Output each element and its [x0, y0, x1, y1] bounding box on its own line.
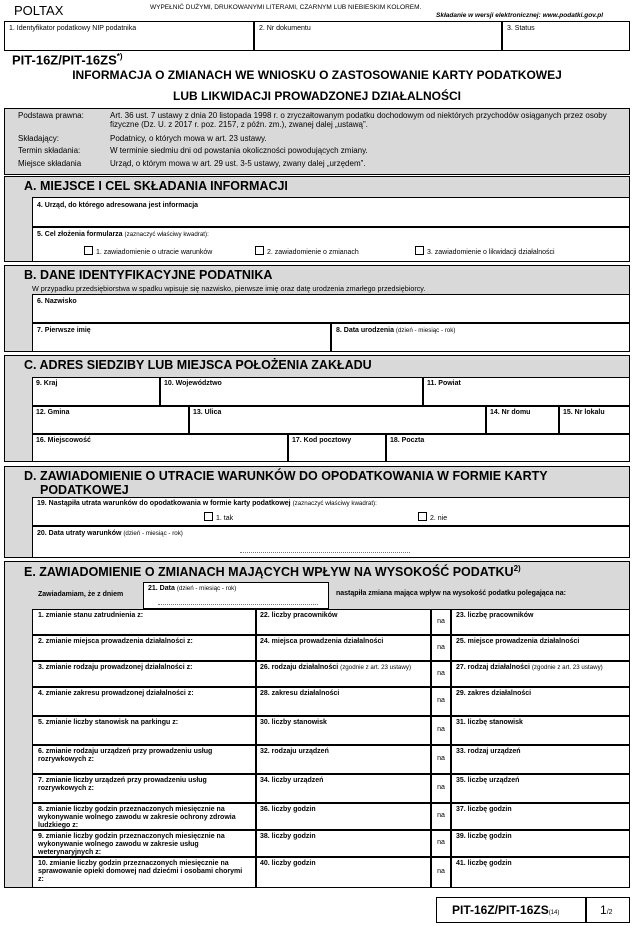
change-row-to-label-text: 41. liczbę godzin: [456, 860, 512, 867]
electronic-filing-note: Składanie w wersji elektronicznej: www.podatki.gov.pl: [436, 12, 603, 19]
post-office-label-text: 18. Poczta: [390, 437, 425, 444]
section-b-note: W przypadku przedsiębiorstwa w spadku wpisuje się nazwisko, pierwsze imię oraz datę urodzenia zmarłego przedsiębiorcy.: [32, 284, 426, 293]
change-row-from-label-text: 36. liczby godzin: [260, 806, 316, 813]
nastapila-text: nastąpiła zmiana mająca wpływ na wysokość podatku polegająca na:: [336, 590, 566, 597]
street-label: [193, 409, 221, 417]
county-label-text: 11. Powiat: [427, 380, 461, 387]
change-row-na-text: na: [437, 644, 445, 651]
change-row-to-hint: (zgodnie z art. 23 ustawy): [531, 664, 603, 671]
change-row-desc-label: 5. zmianie liczby stanowisk na parkingu z:: [38, 719, 179, 726]
section-b-title: B. DANE IDENTYFIKACYJNE PODATNIKA: [24, 268, 273, 282]
purpose-label-text: 5. Cel złożenia formularza: [37, 231, 123, 238]
section-e-title-sup: 2): [513, 564, 521, 573]
change-row-to-label: [456, 690, 531, 698]
section-d-title-line2: PODATKOWEJ: [40, 483, 129, 497]
birth-date-hint: (dzień - miesiąc - rok): [395, 327, 456, 334]
county-label: [427, 380, 461, 388]
footer-page: [600, 903, 613, 917]
change-row-na-text: na: [437, 784, 445, 791]
brand-logo: POLTAX: [14, 3, 64, 18]
change-row-from-label: [260, 748, 329, 756]
form-title-line1: INFORMACJA O ZMIANACH WE WNIOSKU O ZASTOSOWANIE KARTY PODATKOWEJ: [72, 68, 562, 82]
change-row-to-label: [456, 664, 603, 672]
loss-of-conditions-hint: (zaznaczyć właściwy kwadrat):: [292, 500, 377, 507]
change-row-desc-label: 4. zmianie zakresu prowadzonej działalności z:: [38, 690, 194, 697]
section-c-title: C. ADRES SIEDZIBY LUB MIEJSCA POŁOŻENIA ZAKŁADU: [24, 358, 372, 372]
change-row-desc-text: [38, 719, 248, 727]
change-row-to-label-text: 29. zakres działalności: [456, 690, 532, 697]
change-row-na-text: na: [437, 670, 445, 677]
change-row-desc-label: 1. zmianie stanu zatrudnienia z:: [38, 612, 144, 619]
house-number-label: [490, 409, 530, 417]
change-row-desc-label: 8. zmianie liczby godzin przeznaczonych miesięcznie na wykonywanie wolnego zawodu w zakresie ochrony zdrowia ludzkiego z:: [38, 806, 236, 829]
change-row-desc-text: [38, 638, 248, 646]
change-row-from-hint: (zgodnie z art. 23 ustawy): [340, 664, 412, 671]
change-row-to-label: [456, 777, 519, 785]
commune-label-text: 12. Gmina: [36, 409, 70, 416]
change-row-na: [431, 755, 451, 762]
change-row-desc-text: [38, 612, 248, 620]
purpose-option-2[interactable]: [255, 246, 359, 256]
loss-option-yes[interactable]: [204, 512, 233, 522]
purpose-option-2-label: 2. zawiadomienie o zmianach: [267, 249, 359, 256]
change-row-from-label: [260, 777, 323, 785]
change-row-na-text: na: [437, 726, 445, 733]
change-row-to-label-text: 33. rodzaj urządzeń: [456, 748, 521, 755]
footer-page-total: /2: [606, 909, 613, 916]
first-name-label: [37, 327, 91, 335]
checkbox-icon[interactable]: [84, 246, 93, 255]
section-d-title-line1: D. ZAWIADOMIENIE O UTRACIE WARUNKÓW DO OPODATKOWANIA W FORMIE KARTY: [24, 469, 548, 483]
loss-date-label: [37, 530, 183, 538]
podstawa-text: Art. 36 ust. 7 ustawy z dnia 20 listopada 1998 r. o zryczałtowanym podatku dochodowym od niektórych przychodów osiąganych przez osoby fizyczne (Dz. U. z 2017 r. poz. 2157, z późn. zm.), zwanej dalej „ustawą”.: [110, 111, 607, 129]
change-date-label: [148, 585, 236, 593]
change-row-na-text: na: [437, 755, 445, 762]
flat-number-label: [563, 409, 605, 417]
change-row-to-label-text: 39. liczbę godzin: [456, 833, 512, 840]
change-row-desc-label: 9. zmianie liczby godzin przeznaczonych miesięcznie na wykonywanie wolnego zawodu w zakresie usług weterynaryjnych z:: [38, 833, 225, 856]
form-code: [12, 52, 123, 67]
change-row-from-label: [260, 806, 316, 814]
change-row-na: [431, 670, 451, 677]
change-row-from-label: [260, 664, 411, 672]
locality-label: [36, 437, 91, 445]
street-field[interactable]: [189, 406, 486, 434]
loss-date-label-text: 20. Data utraty warunków: [37, 530, 122, 537]
fill-instructions: WYPEŁNIĆ DUŻYMI, DRUKOWANYMI LITERAMI, CZARNYM LUB NIEBIESKIM KOLOREM.: [150, 4, 422, 11]
change-row-from-label: [260, 833, 316, 841]
change-row-desc-text: [38, 748, 248, 764]
change-row-na-text: na: [437, 868, 445, 875]
zawiadamiam-label: [38, 591, 123, 599]
change-row-from-label-text: 34. liczby urządzeń: [260, 777, 324, 784]
office-label-text: 4. Urząd, do którego adresowana jest informacja: [37, 202, 199, 209]
form-code-sup: *): [116, 52, 123, 61]
change-row-na: [431, 726, 451, 733]
skladajacy-text: Podatnicy, o których mowa w art. 23 ustawy.: [110, 134, 267, 143]
miejsce-label: Miejsce składania: [18, 159, 82, 168]
change-row-to-label-text: 25. miejsce prowadzenia działalności: [456, 638, 580, 645]
surname-field[interactable]: [32, 294, 630, 323]
change-row-from-label: [260, 719, 327, 727]
change-row-desc-text: [38, 690, 248, 698]
loss-option-yes-label: 1. tak: [216, 515, 234, 522]
purpose-hint: (zaznaczyć właściwy kwadrat):: [124, 231, 209, 238]
change-row-to-label: [456, 719, 523, 727]
purpose-option-1-label: 1. zawiadomienie o utracie warunków: [96, 249, 213, 256]
change-row-na: [431, 868, 451, 875]
purpose-label: [37, 231, 209, 239]
change-row-na: [431, 644, 451, 651]
change-row-na: [431, 812, 451, 819]
change-date-label-text: 21. Data: [148, 585, 175, 592]
change-row-na: [431, 839, 451, 846]
postal-code-label: [292, 437, 351, 445]
form-code-text: PIT-16Z/PIT-16ZS: [12, 52, 117, 68]
termin-label: Termin składania:: [18, 146, 81, 155]
surname-label-text: 6. Nazwisko: [37, 298, 77, 305]
change-row-desc-text: [38, 664, 248, 672]
change-row-na-text: na: [437, 812, 445, 819]
change-row-to-label: [456, 806, 512, 814]
skladajacy-label: Składający:: [18, 134, 59, 143]
footer-version: (14): [548, 910, 560, 916]
change-row-from-label: [260, 690, 339, 698]
miejsce-text: Urząd, o którym mowa w art. 29 ust. 3-5 ustawy, zwany dalej „urzędem”.: [110, 159, 366, 168]
change-date-hint: (dzień - miesiąc - rok): [176, 585, 237, 592]
purpose-option-3[interactable]: [415, 246, 555, 256]
change-row-na-text: na: [437, 839, 445, 846]
change-row-from-label: [260, 860, 316, 868]
flat-number-label-text: 15. Nr lokalu: [563, 409, 605, 416]
change-row-desc-label: 3. zmianie rodzaju prowadzonej działalności z:: [38, 664, 193, 671]
termin-text: W terminie siedmiu dni od powstania okoliczności powodujących zmiany.: [110, 146, 368, 155]
change-row-to-label: [456, 638, 579, 646]
change-row-from-label: [260, 638, 383, 646]
change-row-to-label-text: 31. liczbę stanowisk: [456, 719, 523, 726]
locality-label-text: 16. Miejscowość: [36, 437, 91, 444]
section-a-title: A. MIEJSCE I CEL SKŁADANIA INFORMACJI: [24, 179, 288, 193]
checkbox-icon[interactable]: [204, 512, 213, 521]
change-row-from-label: [260, 612, 337, 620]
house-number-label-text: 14. Nr domu: [490, 409, 531, 416]
loss-option-no-label: 2. nie: [430, 515, 448, 522]
change-row-desc-text: [38, 860, 248, 884]
change-row-from-label-text: 24. miejsca prowadzenia działalności: [260, 638, 384, 645]
surname-label: [37, 298, 77, 306]
podstawa-label: Podstawa prawna:: [18, 111, 84, 120]
footer-form-code: [452, 903, 559, 917]
change-row-to-label: [456, 748, 521, 756]
doc-number-label: 2. Nr dokumentu: [259, 25, 311, 32]
checkbox-icon[interactable]: [255, 246, 264, 255]
commune-label: [36, 409, 69, 417]
change-date-guide: [158, 604, 318, 605]
change-row-desc-text: [38, 777, 248, 793]
nip-label: 1. Identyfikator podatkowy NIP podatnika: [9, 25, 137, 32]
voivodeship-label: [164, 380, 222, 388]
section-e-title: [24, 564, 521, 579]
change-row-desc-text: [38, 833, 248, 857]
change-row-na: [431, 697, 451, 704]
change-row-to-label: [456, 860, 512, 868]
postal-code-label-text: 17. Kod pocztowy: [292, 437, 352, 444]
change-row-desc-label: 2. zmianie miejsca prowadzenia działalności z:: [38, 638, 193, 645]
status-label: 3. Status: [507, 25, 535, 32]
change-row-to-label-text: 37. liczbę godzin: [456, 806, 512, 813]
change-row-to-label-text: 35. liczbę urządzeń: [456, 777, 520, 784]
change-row-desc-label: 6. zmianie rodzaju urządzeń przy prowadzeniu usług rozrywkowych z:: [38, 748, 213, 763]
section-e-title-text: E. ZAWIADOMIENIE O ZMIANACH MAJĄCYCH WPŁYW NA WYSOKOŚĆ PODATKU: [24, 565, 514, 580]
change-row-from-label-text: 22. liczby pracowników: [260, 612, 338, 619]
change-row-to-label-text: 27. rodzaj działalności: [456, 664, 530, 671]
office-label: [37, 202, 198, 210]
first-name-label-text: 7. Pierwsze imię: [37, 327, 91, 334]
change-row-from-label-text: 26. rodzaju działalności: [260, 664, 339, 671]
change-row-na: [431, 618, 451, 625]
change-row-desc-label: 10. zmianie liczby godzin przeznaczonych miesięcznie na sprawowanie opieki domowej nad dziećmi i osobami chorymi z:: [38, 860, 243, 883]
street-label-text: 13. Ulica: [193, 409, 222, 416]
loss-date-hint: (dzień - miesiąc - rok): [123, 530, 183, 537]
loss-date-guide: [240, 552, 410, 553]
change-row-to-label: [456, 612, 533, 620]
loss-option-no[interactable]: [418, 512, 447, 522]
change-row-na-text: na: [437, 697, 445, 704]
loss-of-conditions-label-text: 19. Nastąpiła utrata warunków do opodatkowania w formie karty podatkowej: [37, 500, 291, 507]
form-title-line2: LUB LIKWIDACJI PROWADZONEJ DZIAŁALNOŚCI: [173, 89, 461, 103]
change-row-from-label-text: 40. liczby godzin: [260, 860, 316, 867]
country-label-text: 9. Kraj: [36, 380, 58, 387]
change-row-to-label-text: 23. liczbę pracowników: [456, 612, 534, 619]
checkbox-icon[interactable]: [418, 512, 427, 521]
country-label: [36, 380, 57, 388]
change-row-desc-text: [38, 806, 248, 830]
zawiadamiam-text: Zawiadamiam, że z dniem: [38, 591, 124, 598]
birth-date-label-text: 8. Data urodzenia: [336, 327, 394, 334]
change-row-desc-label: 7. zmianie liczby urządzeń przy prowadzeniu usług rozrywkowych z:: [38, 777, 207, 792]
checkbox-icon[interactable]: [415, 246, 424, 255]
change-row-from-label-text: 30. liczby stanowisk: [260, 719, 327, 726]
voivodeship-label-text: 10. Województwo: [164, 380, 222, 387]
post-office-label: [390, 437, 424, 445]
change-row-from-label-text: 28. zakresu działalności: [260, 690, 340, 697]
change-row-na-text: na: [437, 618, 445, 625]
change-row-from-label-text: 32. rodzaju urządzeń: [260, 748, 329, 755]
change-row-from-label-text: 38. liczby godzin: [260, 833, 316, 840]
loss-of-conditions-label: [37, 500, 377, 508]
footer-page-number: 1: [600, 903, 607, 917]
nastapila-label: [336, 590, 566, 598]
purpose-option-3-label: 3. zawiadomienie o likwidacji działalności: [427, 249, 555, 256]
purpose-option-1[interactable]: [84, 246, 212, 256]
birth-date-label: [336, 327, 455, 335]
change-row-na: [431, 784, 451, 791]
footer-code: PIT-16Z/PIT-16ZS: [452, 903, 549, 917]
change-row-to-label: [456, 833, 512, 841]
